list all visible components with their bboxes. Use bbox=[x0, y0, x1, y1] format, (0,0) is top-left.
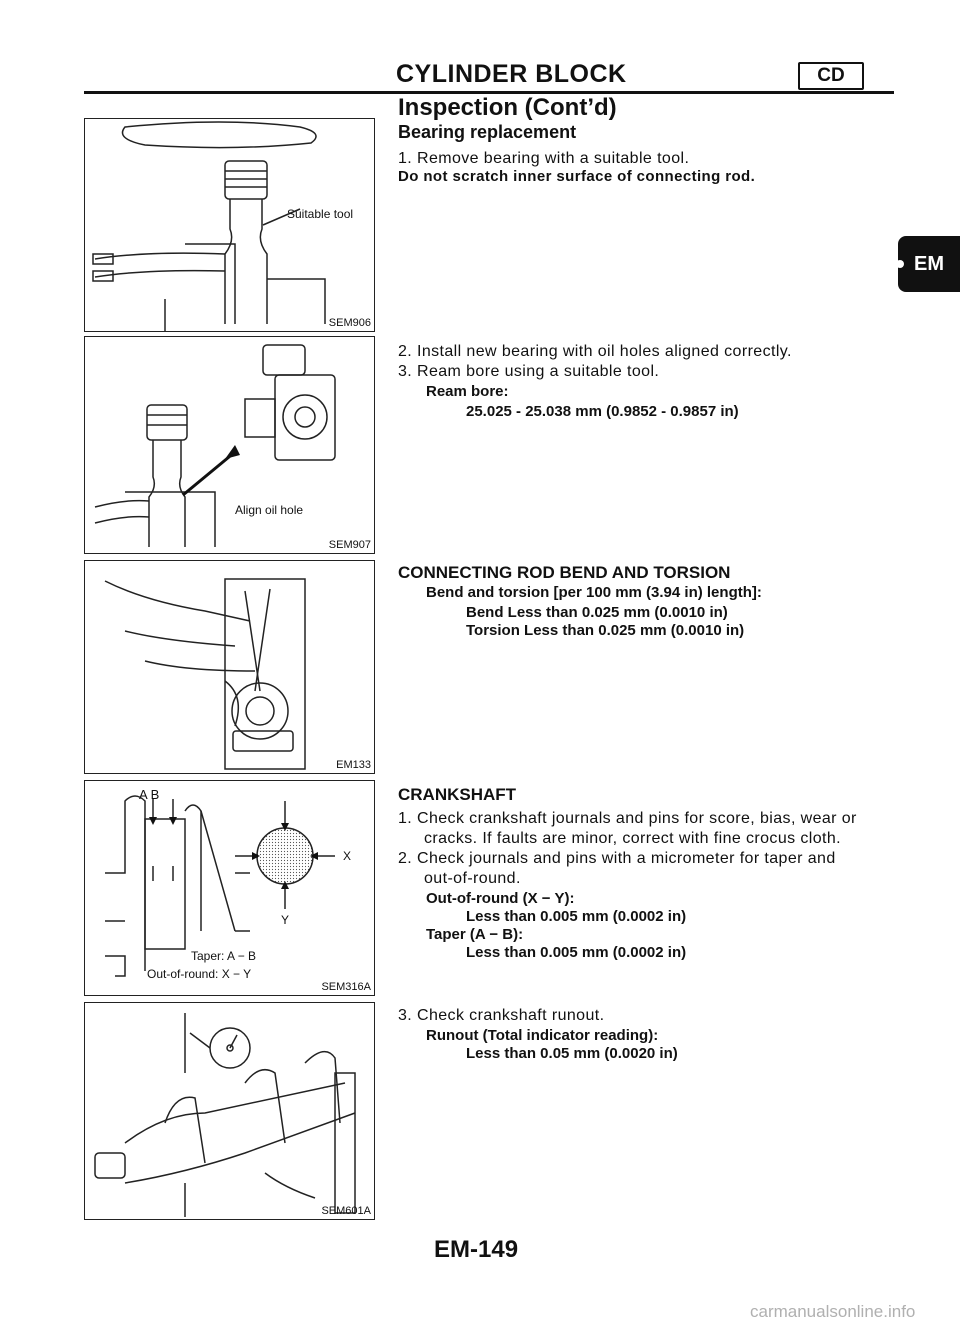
out-of-round-value: Less than 0.005 mm (0.0002 in) bbox=[466, 908, 687, 925]
label-x: X bbox=[343, 849, 352, 863]
figure-code-sem906: SEM906 bbox=[328, 317, 371, 329]
label-a-b: A B bbox=[139, 787, 160, 802]
bearing-removal-illustration bbox=[85, 119, 376, 333]
rod-bend-title: CONNECTING ROD BEND AND TORSION bbox=[398, 563, 731, 582]
figure-code-sem907: SEM907 bbox=[328, 539, 371, 551]
out-of-round-label: Out-of-round (X − Y): bbox=[426, 890, 575, 907]
figure-bearing-install bbox=[84, 336, 375, 554]
figure-journal-measurement bbox=[84, 780, 375, 996]
section-tab-em[interactable] bbox=[898, 236, 960, 292]
label-y: Y bbox=[281, 913, 290, 927]
rod-aligner-illustration bbox=[85, 561, 376, 775]
figure-code-sem316a: SEM316A bbox=[321, 981, 371, 993]
bearing-install-illustration bbox=[85, 337, 376, 555]
page-number: EM-149 bbox=[434, 1236, 519, 1263]
section-tab-label: EM bbox=[914, 252, 944, 275]
bearing-warning: Do not scratch inner surface of connecting rod. bbox=[398, 168, 756, 185]
bearing-step-1: 1. Remove bearing with a suitable tool. bbox=[398, 150, 690, 167]
watermark: carmanualsonline.info bbox=[750, 1302, 916, 1321]
runout-label: Runout (Total indicator reading): bbox=[426, 1027, 659, 1044]
model-badge: CD bbox=[798, 62, 864, 90]
taper-value: Less than 0.005 mm (0.0002 in) bbox=[466, 944, 687, 961]
crank-runout-illustration bbox=[85, 1003, 376, 1221]
out-of-round-formula: Out-of-round: X − Y bbox=[147, 967, 252, 981]
figure-bearing-removal bbox=[84, 118, 375, 332]
figure-code-sem601a: SEM601A bbox=[321, 1205, 371, 1217]
section-title: Inspection (Cont’d) bbox=[398, 94, 617, 121]
crank-step-2a: 2. Check journals and pins with a micrometer for taper and bbox=[398, 850, 836, 867]
figure-rod-aligner bbox=[84, 560, 375, 774]
ream-bore-label: Ream bore: bbox=[426, 383, 509, 400]
bearing-step-2: 2. Install new bearing with oil holes aligned correctly. bbox=[398, 343, 792, 360]
align-oil-hole-label: Align oil hole bbox=[235, 503, 304, 517]
rod-torsion-spec: Torsion Less than 0.025 mm (0.0010 in) bbox=[466, 622, 745, 639]
rod-bend-spec-intro: Bend and torsion [per 100 mm (3.94 in) length]: bbox=[426, 584, 762, 601]
bearing-replacement-title: Bearing replacement bbox=[398, 122, 577, 142]
page-header-title: CYLINDER BLOCK bbox=[396, 60, 627, 88]
ream-bore-value: 25.025 - 25.038 mm (0.9852 - 0.9857 in) bbox=[466, 403, 739, 420]
bearing-step-3: 3. Ream bore using a suitable tool. bbox=[398, 363, 660, 380]
journal-measurement-diagram bbox=[85, 781, 376, 997]
crank-step-1b: cracks. If faults are minor, correct with fine crocus cloth. bbox=[424, 830, 842, 847]
crank-step-1a: 1. Check crankshaft journals and pins for score, bias, wear or bbox=[398, 810, 857, 827]
rod-bend-spec: Bend Less than 0.025 mm (0.0010 in) bbox=[466, 604, 728, 621]
taper-formula: Taper: A − B bbox=[191, 949, 257, 963]
crank-step-2b: out-of-round. bbox=[424, 870, 521, 887]
crankshaft-title: CRANKSHAFT bbox=[398, 785, 517, 804]
figure-code-em133: EM133 bbox=[336, 759, 371, 771]
figure-crank-runout bbox=[84, 1002, 375, 1220]
crank-step-3: 3. Check crankshaft runout. bbox=[398, 1007, 605, 1024]
taper-label: Taper (A − B): bbox=[426, 926, 524, 943]
suitable-tool-label: Suitable tool bbox=[287, 207, 354, 221]
runout-value: Less than 0.05 mm (0.0020 in) bbox=[466, 1045, 678, 1062]
tab-dot-icon bbox=[896, 260, 904, 268]
